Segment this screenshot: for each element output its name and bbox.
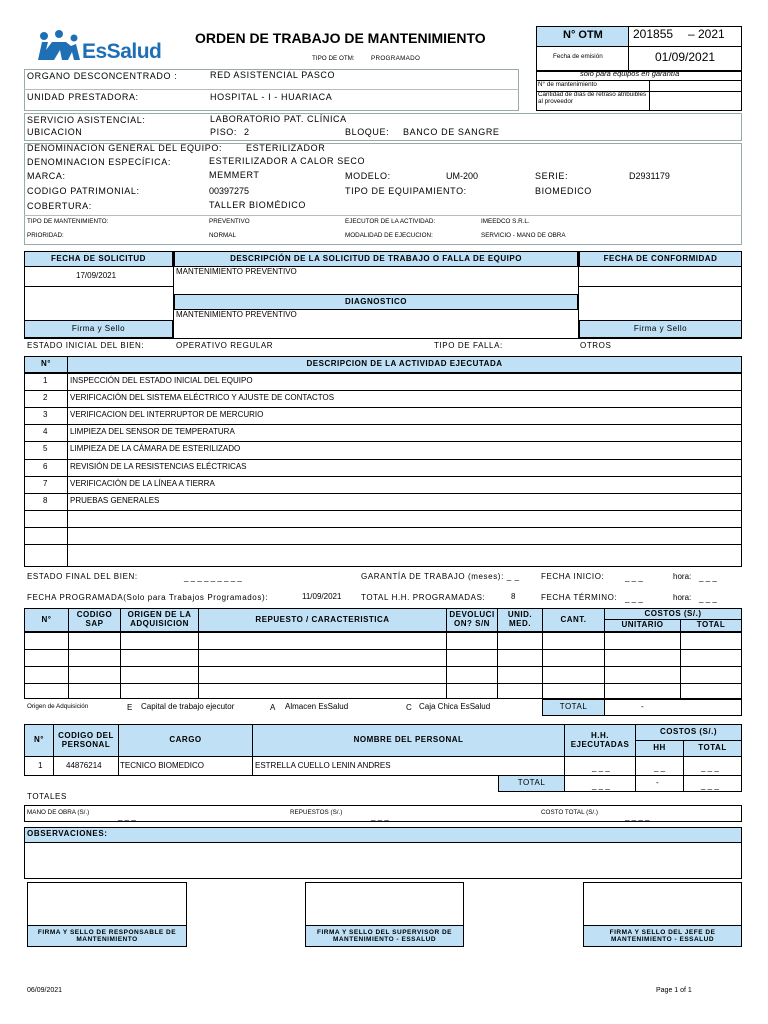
retraso-label: Cantidad de días de retraso atribuibles al proveedor (538, 91, 647, 105)
firma-supervisor-label: FIRMA Y SELLO DEL SUPERVISOR DE MANTENIMIENTO - ESSALUD (305, 925, 464, 947)
actividad-num: 7 (43, 479, 48, 488)
per-costos-header: COSTOS (S/.) (635, 724, 742, 741)
den-general-value: ESTERILIZADOR (246, 143, 326, 153)
per-row-costo-hh: _ _ (654, 763, 666, 772)
serie-label: SERIE: (535, 171, 569, 181)
actividad-num: 8 (43, 496, 48, 505)
piso-value: 2 (244, 127, 250, 137)
per-codigo-header: CODIGO DEL PERSONAL (53, 724, 119, 757)
marca-value: MEMMERT (209, 170, 260, 180)
hora-inicio-label: hora: (673, 572, 692, 581)
estado-inicial-label: ESTADO INICIAL DEL BIEN: (27, 341, 145, 350)
otm-label: N° OTM (563, 29, 603, 41)
tipo-mant-label: TIPO DE MANTENIMIENTO: (27, 218, 109, 225)
actividad-row (24, 424, 742, 441)
serie-value: D2931179 (629, 171, 670, 181)
organo-value: RED ASISTENCIAL PASCO (210, 70, 336, 80)
per-row-hh: _ _ _ (592, 763, 610, 772)
per-row-cargo: TECNICO BIOMEDICO (120, 761, 205, 770)
firma-jefe-label: FIRMA Y SELLO DEL JEFE DE MANTENIMIENTO - ESSALUD (583, 925, 742, 947)
per-n-header: N° (24, 724, 54, 757)
codigo-patrimonial-value: 00397275 (209, 186, 250, 196)
bloque-label: BLOQUE: (345, 127, 390, 137)
actividad-num: 5 (43, 444, 48, 453)
per-total-hh: _ _ _ (592, 781, 610, 790)
per-row-costo-total: _ _ _ (701, 763, 719, 772)
descripcion-value: MANTENIMIENTO PREVENTIVO (176, 267, 297, 276)
otm-number: 201855 (633, 27, 674, 41)
piso-label: PISO: (210, 127, 238, 137)
cobertura-label: COBERTURA: (27, 201, 92, 211)
actividad-desc-header: DESCRIPCION DE LA ACTIVIDAD EJECUTADA (67, 356, 742, 373)
actividad-text: INSPECCIÓN DEL ESTADO INICIAL DEL EQUIPO (70, 376, 253, 385)
garantia-note: solo para equipos en garantía (580, 69, 680, 78)
actividad-text: VERIFICACIÓN DE LA LÍNEA A TIERRA (70, 479, 215, 488)
per-total-costo-total: _ _ _ (701, 781, 719, 790)
tipo-equipamiento-label: TIPO DE EQUIPAMIENTO: (345, 186, 467, 196)
actividad-text: REVISIÓN DE LA RESISTENCIAS ELÉCTRICAS (70, 462, 247, 471)
rep-n-header: N° (24, 608, 69, 632)
fecha-emision-label: Fecha de emisión (553, 53, 603, 60)
rep-sap-header: CODIGO SAP (68, 608, 121, 632)
diagnostico-value: MANTENIMIENTO PREVENTIVO (176, 310, 297, 319)
page-title: ORDEN DE TRABAJO DE MANTENIMIENTO (195, 30, 486, 46)
actividad-text: PRUEBAS GENERALES (70, 496, 160, 505)
hora-termino-label: hora: (673, 593, 692, 602)
repuesto-row (24, 632, 742, 649)
origen-c-code: C (406, 703, 412, 712)
repuestos-total-label: REPUESTOS (S/.) (290, 809, 343, 816)
firma-sello-left: Firma y Sello (24, 320, 173, 338)
fecha-solicitud-value: 17/09/2021 (76, 271, 117, 280)
per-hh-header: H.H. EJECUTADAS (564, 724, 636, 757)
repuesto-row (24, 649, 742, 666)
modalidad-value: SERVICIO - MANO DE OBRA (481, 232, 566, 239)
estado-inicial-value: OPERATIVO REGULAR (176, 341, 274, 350)
actividad-num-header: N° (24, 356, 68, 373)
repuestos-total-value: _ _ _ (371, 812, 389, 821)
hora-termino-value: _ _ _ (699, 594, 717, 603)
costo-total-label: COSTO TOTAL (S/.) (541, 809, 599, 816)
essalud-logo (36, 30, 171, 66)
origen-c-text: Caja Chica EsSalud (419, 702, 491, 711)
fecha-programada-value: 11/09/2021 (302, 592, 342, 601)
servicio-value: LABORATORIO PAT. CLÍNICA (210, 114, 347, 124)
servicio-label: SERVICIO ASISTENCIAL: (27, 115, 146, 125)
marca-label: MARCA: (27, 171, 66, 181)
actividad-row (24, 441, 742, 458)
actividad-text: LIMPIEZA DEL SENSOR DE TEMPERATURA (70, 427, 235, 436)
rep-unid-header: UNID. MED. (497, 608, 543, 632)
codigo-patrimonial-label: CODIGO PATRIMONIAL: (27, 186, 140, 196)
den-general-label: DENOMINACION GENERAL DEL EQUIPO: (27, 143, 223, 153)
organo-label: ORGANO DESCONCENTRADO : (27, 71, 178, 81)
actividad-row (24, 476, 742, 493)
family-icon (36, 30, 82, 64)
fecha-inicio-label: FECHA INICIO: (541, 572, 605, 581)
footer-page: Page 1 of 1 (656, 987, 692, 994)
per-row-n: 1 (38, 761, 43, 770)
per-row-nombre: ESTRELLA CUELLO LENIN ANDRES (255, 761, 391, 770)
fecha-termino-label: FECHA TÉRMINO: (541, 593, 618, 602)
footer-date: 06/09/2021 (27, 987, 63, 994)
ejecutor-value: IMEEDCO S.R.L. (481, 218, 530, 225)
repuesto-row (24, 666, 742, 683)
tipo-equipamiento-value: BIOMEDICO (535, 186, 592, 196)
den-especifica-label: DENOMINACION ESPECÍFICA: (27, 157, 171, 167)
rep-total-value: - (641, 702, 644, 711)
rep-cant-header: CANT. (542, 608, 605, 632)
actividad-row (24, 373, 742, 390)
prioridad-value: NORMAL (209, 232, 236, 239)
tipo-mant-value: PREVENTIVO (209, 218, 250, 225)
den-especifica-value: ESTERILIZADOR A CALOR SECO (209, 156, 366, 166)
per-total-costo-hh: - (656, 778, 659, 787)
modelo-value: UM-200 (446, 171, 479, 181)
fecha-termino-value: _ _ _ (625, 594, 643, 603)
mantenimiento-label: N° de mantenimiento (538, 81, 597, 88)
actividad-row (24, 459, 742, 476)
diagnostico-header: DIAGNOSTICO (174, 294, 578, 310)
actividad-text: VERIFICACIÓN DEL SISTEMA ELÉCTRICO Y AJUSTE DE CONTACTOS (70, 393, 335, 402)
tipo-otm-label: TIPO DE OTM: (312, 55, 355, 62)
conformidad-header: FECHA DE CONFORMIDAD (579, 251, 742, 267)
per-row-codigo: 44876214 (66, 761, 102, 770)
hora-inicio-value: _ _ _ (699, 573, 717, 582)
rep-repuesto-header: REPUESTO / CARACTERISTICA (198, 608, 447, 632)
actividad-text: VERIFICACION DEL INTERRUPTOR DE MERCURIO (70, 410, 264, 419)
ejecutor-label: EJECUTOR DE LA ACTIVIDAD: (345, 218, 436, 225)
costo-total-value: _ _ _ _ (625, 812, 650, 821)
bloque-value: BANCO DE SANGRE (403, 127, 500, 137)
prioridad-label: PRIORIDAD: (27, 232, 64, 239)
origen-e-text: Capital de trabajo ejecutor (141, 702, 235, 711)
modalidad-label: MODALIDAD DE EJECUCION: (345, 232, 433, 239)
fecha-programada-label: FECHA PROGRAMADA(Solo para Trabajos Programados): (27, 593, 269, 602)
actividad-num: 3 (43, 410, 48, 419)
per-total-sub-header: TOTAL (683, 740, 742, 757)
actividad-num: 2 (43, 393, 48, 402)
estado-final-label: ESTADO FINAL DEL BIEN: (27, 572, 138, 581)
rep-origen-header: ORIGEN DE LA ADQUISICION (120, 608, 199, 632)
fecha-emision-value: 01/09/2021 (655, 50, 716, 64)
otm-year: – 2021 (688, 27, 725, 41)
firma-responsable-label: FIRMA Y SELLO DE RESPONSABLE DE MANTENIMIENTO (27, 925, 187, 947)
actividad-row (24, 407, 742, 424)
total-hh-value: 8 (511, 592, 516, 601)
rep-devolucion-header: DEVOLUCI ON? S/N (446, 608, 498, 632)
actividad-text: LIMPIEZA DE LA CÁMARA DE ESTERILIZADO (70, 444, 241, 453)
origen-a-code: A (270, 703, 276, 712)
firma-sello-right: Firma y Sello (579, 320, 742, 338)
tipo-otm-value: PROGRAMADO (371, 55, 421, 62)
total-hh-label: TOTAL H.H. PROGRAMADAS: (361, 593, 486, 602)
actividad-num: 4 (43, 427, 48, 436)
descripcion-header: DESCRIPCIÓN DE LA SOLICITUD DE TRABAJO O FALLA DE EQUIPO (174, 251, 578, 267)
rep-costos-header: COSTOS (S/.) (604, 608, 742, 620)
actividad-num: 1 (43, 376, 48, 385)
actividad-num: 6 (43, 462, 48, 471)
totales-label: TOTALES (27, 792, 67, 801)
cobertura-value: TALLER BIOMÉDICO (209, 200, 306, 210)
actividad-row (24, 493, 742, 510)
mano-obra-value: _ _ _ (118, 812, 136, 821)
rep-unitario-header: UNITARIO (604, 619, 681, 632)
fecha-solicitud-header: FECHA DE SOLICITUD (24, 251, 173, 267)
observaciones-label: OBSERVACIONES: (27, 829, 108, 838)
ubicacion-label: UBICACION (27, 127, 83, 137)
tipo-falla-value: OTROS (580, 341, 612, 350)
unidad-value: HOSPITAL - I - HUARIACA (210, 92, 333, 102)
origen-adquisicion-label: Origen de Adquisición (27, 703, 89, 710)
per-nombre-header: NOMBRE DEL PERSONAL (252, 724, 565, 757)
logo-text: EsSalud (82, 40, 162, 63)
per-cargo-header: CARGO (118, 724, 253, 757)
garantia-trabajo-label: GARANTÍA DE TRABAJO (meses): _ _ (361, 572, 520, 581)
mano-obra-label: MANO DE OBRA (S/.) (27, 809, 90, 816)
repuesto-row (24, 683, 742, 700)
origen-a-text: Almacen EsSalud (285, 702, 349, 711)
per-total-label: TOTAL (498, 775, 565, 792)
fecha-inicio-value: _ _ _ (625, 573, 643, 582)
personal-row (24, 757, 742, 776)
unidad-label: UNIDAD PRESTADORA: (27, 92, 139, 102)
tipo-falla-label: TIPO DE FALLA: (434, 341, 503, 350)
actividad-row (24, 390, 742, 407)
per-hh-sub-header: HH (635, 740, 684, 757)
modelo-label: MODELO: (345, 171, 391, 181)
origen-e-code: E (127, 703, 133, 712)
estado-final-value: _ _ _ _ _ _ _ _ _ (184, 573, 242, 582)
rep-total-label: TOTAL (542, 699, 605, 716)
rep-total-header: TOTAL (680, 619, 742, 632)
